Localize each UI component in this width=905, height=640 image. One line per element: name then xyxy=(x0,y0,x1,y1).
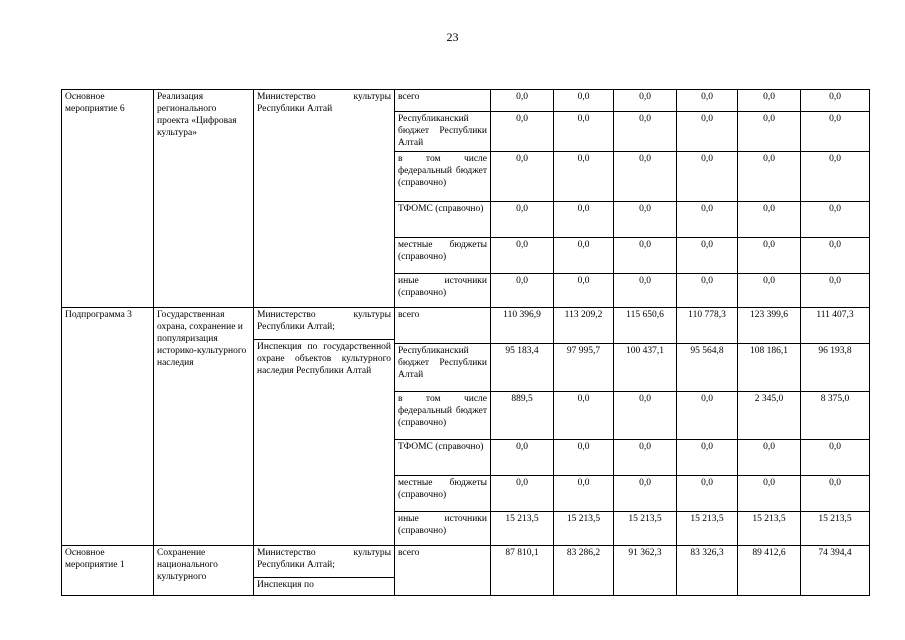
amount-cell: 95 564,8 xyxy=(677,344,738,392)
funding-source: ТФОМС (справочно) xyxy=(395,202,491,238)
executor-cell xyxy=(254,90,395,308)
funding-source: Республиканский бюджет Республики Алтай xyxy=(395,344,491,392)
amount-cell: 0,0 xyxy=(677,90,738,112)
amount-cell: 0,0 xyxy=(738,274,801,308)
funding-source: всего xyxy=(395,546,491,596)
amount-cell: 2 345,0 xyxy=(738,392,801,440)
amount-cell: 0,0 xyxy=(614,202,677,238)
executor-name: Инспекция по государственной охране объектов культурного наследия Республики Алтай xyxy=(257,342,391,376)
amount-cell: 0,0 xyxy=(554,440,614,476)
amount-cell: 108 186,1 xyxy=(738,344,801,392)
executor-name: Министерство культуры Республики Алтай xyxy=(257,92,391,114)
event-type: Основное мероприятие 1 xyxy=(62,546,154,596)
budget-table xyxy=(61,89,870,596)
amount-cell: 110 396,9 xyxy=(491,308,554,344)
table-row xyxy=(62,90,870,112)
amount-cell: 15 213,5 xyxy=(738,512,801,546)
amount-cell: 0,0 xyxy=(554,202,614,238)
funding-source: Республиканский бюджет Республики Алтай xyxy=(395,112,491,152)
amount-cell: 0,0 xyxy=(614,440,677,476)
amount-cell: 91 362,3 xyxy=(614,546,677,596)
amount-cell: 0,0 xyxy=(677,202,738,238)
amount-cell: 0,0 xyxy=(491,202,554,238)
amount-cell: 0,0 xyxy=(801,90,870,112)
executor-cell xyxy=(254,308,395,546)
funding-source: ТФОМС (справочно) xyxy=(395,440,491,476)
amount-cell: 0,0 xyxy=(491,112,554,152)
funding-source: в том числе федеральный бюджет (справочно) xyxy=(395,152,491,202)
amount-cell: 0,0 xyxy=(554,90,614,112)
amount-cell: 0,0 xyxy=(491,274,554,308)
executor-name: Министерство культуры Республики Алтай; xyxy=(254,546,394,578)
funding-source: местные бюджеты (справочно) xyxy=(395,476,491,512)
amount-cell: 0,0 xyxy=(738,476,801,512)
amount-cell: 0,0 xyxy=(738,112,801,152)
amount-cell: 89 412,6 xyxy=(738,546,801,596)
event-name: Сохранение национального культурного xyxy=(154,546,254,596)
amount-cell: 0,0 xyxy=(614,392,677,440)
amount-cell: 0,0 xyxy=(614,90,677,112)
amount-cell: 0,0 xyxy=(614,274,677,308)
amount-cell: 0,0 xyxy=(801,440,870,476)
amount-cell: 0,0 xyxy=(738,90,801,112)
amount-cell: 74 394,4 xyxy=(801,546,870,596)
amount-cell: 0,0 xyxy=(677,440,738,476)
amount-cell: 95 183,4 xyxy=(491,344,554,392)
amount-cell: 0,0 xyxy=(801,112,870,152)
amount-cell: 110 778,3 xyxy=(677,308,738,344)
amount-cell: 83 326,3 xyxy=(677,546,738,596)
amount-cell: 87 810,1 xyxy=(491,546,554,596)
amount-cell: 0,0 xyxy=(677,238,738,274)
funding-source: всего xyxy=(395,90,491,112)
table-row xyxy=(62,546,870,596)
amount-cell: 111 407,3 xyxy=(801,308,870,344)
amount-cell: 0,0 xyxy=(677,476,738,512)
amount-cell: 15 213,5 xyxy=(801,512,870,546)
amount-cell: 15 213,5 xyxy=(554,512,614,546)
executor-cell xyxy=(254,546,395,596)
amount-cell: 0,0 xyxy=(554,476,614,512)
amount-cell: 15 213,5 xyxy=(614,512,677,546)
amount-cell: 0,0 xyxy=(738,440,801,476)
amount-cell: 83 286,2 xyxy=(554,546,614,596)
amount-cell: 96 193,8 xyxy=(801,344,870,392)
amount-cell: 0,0 xyxy=(491,440,554,476)
amount-cell: 0,0 xyxy=(801,238,870,274)
amount-cell: 0,0 xyxy=(677,392,738,440)
amount-cell: 0,0 xyxy=(677,152,738,202)
amount-cell: 123 399,6 xyxy=(738,308,801,344)
event-name: Государственная охрана, сохранение и популяризация историко-культурного наследия xyxy=(154,308,254,546)
amount-cell: 0,0 xyxy=(738,202,801,238)
amount-cell: 8 375,0 xyxy=(801,392,870,440)
amount-cell: 0,0 xyxy=(677,112,738,152)
amount-cell: 0,0 xyxy=(614,238,677,274)
amount-cell: 0,0 xyxy=(491,238,554,274)
executor-name: Инспекция по xyxy=(257,580,314,590)
amount-cell: 0,0 xyxy=(614,112,677,152)
amount-cell: 97 995,7 xyxy=(554,344,614,392)
amount-cell: 15 213,5 xyxy=(491,512,554,546)
funding-source: местные бюджеты (справочно) xyxy=(395,238,491,274)
amount-cell: 0,0 xyxy=(554,274,614,308)
amount-cell: 0,0 xyxy=(614,152,677,202)
amount-cell: 0,0 xyxy=(554,392,614,440)
amount-cell: 15 213,5 xyxy=(677,512,738,546)
event-type: Основное мероприятие 6 xyxy=(62,90,154,308)
amount-cell: 0,0 xyxy=(554,112,614,152)
amount-cell: 115 650,6 xyxy=(614,308,677,344)
amount-cell: 889,5 xyxy=(491,392,554,440)
amount-cell: 0,0 xyxy=(491,90,554,112)
amount-cell: 0,0 xyxy=(677,274,738,308)
event-name: Реализация регионального проекта «Цифровая культура» xyxy=(154,90,254,308)
amount-cell: 0,0 xyxy=(738,238,801,274)
event-type: Подпрограмма 3 xyxy=(62,308,154,546)
amount-cell: 0,0 xyxy=(738,152,801,202)
amount-cell: 0,0 xyxy=(554,152,614,202)
amount-cell: 113 209,2 xyxy=(554,308,614,344)
funding-source: иные источники (справочно) xyxy=(395,274,491,308)
amount-cell: 0,0 xyxy=(491,152,554,202)
funding-source: иные источники (справочно) xyxy=(395,512,491,546)
amount-cell: 100 437,1 xyxy=(614,344,677,392)
funding-source: всего xyxy=(395,308,491,344)
amount-cell: 0,0 xyxy=(801,202,870,238)
funding-source: в том числе федеральный бюджет (справочно) xyxy=(395,392,491,440)
page-number: 23 xyxy=(446,30,459,44)
executor-name: Министерство культуры Республики Алтай; xyxy=(254,308,394,340)
amount-cell: 0,0 xyxy=(801,476,870,512)
amount-cell: 0,0 xyxy=(491,476,554,512)
table-row xyxy=(62,308,870,344)
amount-cell: 0,0 xyxy=(801,152,870,202)
amount-cell: 0,0 xyxy=(801,274,870,308)
amount-cell: 0,0 xyxy=(614,476,677,512)
amount-cell: 0,0 xyxy=(554,238,614,274)
